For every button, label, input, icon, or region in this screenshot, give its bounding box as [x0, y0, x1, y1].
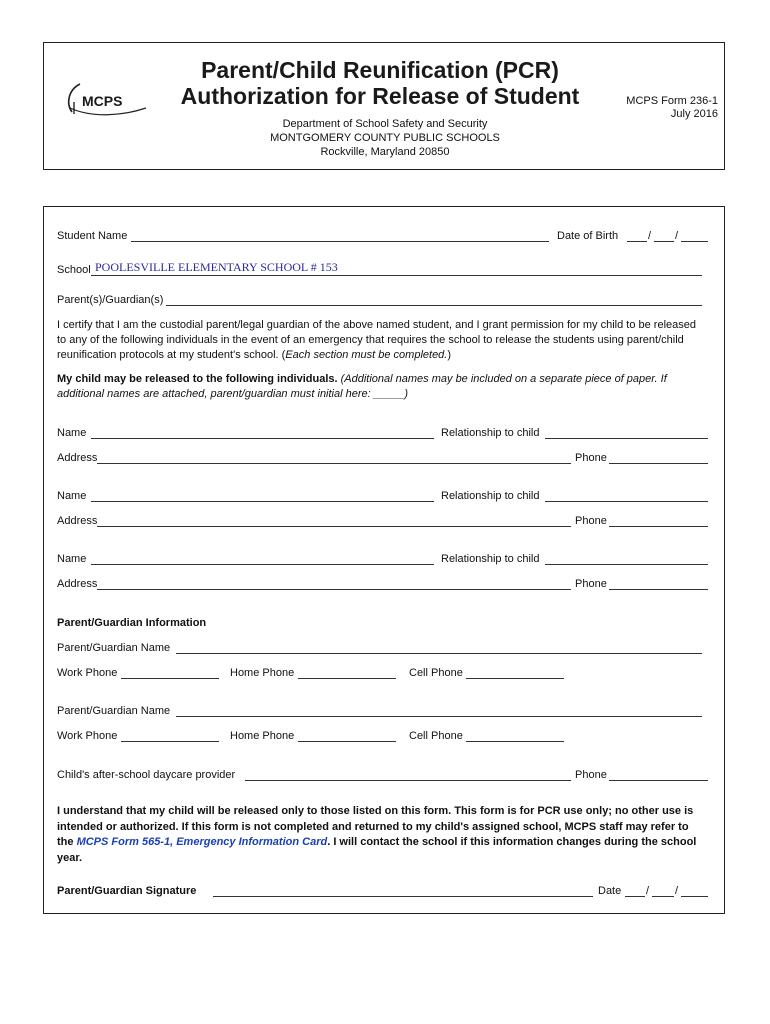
dob-month-field[interactable] [627, 241, 647, 242]
mcps-form-565-link[interactable]: MCPS Form 565-1 [76, 836, 171, 848]
department-name: Department of School Safety and Security [282, 118, 488, 130]
individual-name-label: Name [57, 490, 87, 502]
relationship-field[interactable] [545, 438, 708, 439]
individual-address-label: Address [57, 578, 98, 590]
individual-phone-field[interactable] [609, 463, 708, 464]
home-phone-label: Home Phone [230, 667, 295, 679]
home-phone-label: Home Phone [230, 730, 295, 742]
district-name: MONTGOMERY COUNTY PUBLIC SCHOOLS [270, 132, 500, 144]
signature-field[interactable] [213, 896, 593, 897]
daycare-field[interactable] [245, 780, 571, 781]
form-number: MCPS Form 236-1 [626, 95, 718, 107]
guardian-name-label: Parent/Guardian Name [57, 705, 171, 717]
link-separator: , [170, 836, 177, 848]
release-note: (Additional names may be included on a separate piece of paper. If additional names are attached, parent/guardian must initial here: _____) [57, 373, 667, 400]
signature-date-month[interactable] [625, 896, 645, 897]
individual-name-field[interactable] [91, 438, 434, 439]
individual-phone-field[interactable] [609, 526, 708, 527]
release-heading: My child may be released to the following individuals. [57, 373, 338, 385]
individual-phone-field[interactable] [609, 589, 708, 590]
district-address: Rockville, Maryland 20850 [320, 146, 450, 158]
cell-phone-field[interactable] [466, 678, 564, 679]
relationship-label: Relationship to child [441, 490, 540, 502]
guardian-name-field[interactable] [176, 653, 702, 654]
relationship-field[interactable] [545, 564, 708, 565]
work-phone-field[interactable] [121, 678, 219, 679]
signature-label: Parent/Guardian Signature [57, 885, 197, 897]
certification-statement [57, 318, 697, 363]
signature-date-label: Date [598, 885, 622, 897]
dob-year-field[interactable] [681, 241, 708, 242]
cell-phone-field[interactable] [466, 741, 564, 742]
individual-name-label: Name [57, 553, 87, 565]
form-date: July 2016 [670, 108, 718, 120]
dob-separator: / [675, 230, 679, 242]
acknowledgement-text: I understand that my child will be released only to those listed on this form. This form is for PCR use only; no other use is intended or authorized. If this form is not completed and returned to my child's assigned school, MCPS staff may refer to the [57, 805, 694, 848]
cell-phone-label: Cell Phone [409, 730, 463, 742]
acknowledgement-statement [57, 804, 705, 866]
dob-label: Date of Birth [557, 230, 619, 242]
home-phone-field[interactable] [298, 678, 396, 679]
signature-date-separator: / [675, 885, 679, 897]
individual-phone-label: Phone [575, 452, 607, 464]
certification-note: Each section must be completed. [285, 349, 448, 361]
relationship-label: Relationship to child [441, 427, 540, 439]
daycare-label: Child's after-school daycare provider [57, 769, 236, 781]
individual-address-field[interactable] [97, 526, 571, 527]
individual-phone-label: Phone [575, 578, 607, 590]
signature-date-day[interactable] [652, 896, 674, 897]
guardian-info-heading: Parent/Guardian Information [57, 617, 207, 629]
mcps-logo-icon [62, 78, 152, 122]
signature-date-year[interactable] [681, 896, 708, 897]
work-phone-label: Work Phone [57, 667, 118, 679]
certification-close: ) [447, 349, 452, 361]
signature-date-separator: / [646, 885, 650, 897]
individual-address-field[interactable] [97, 589, 571, 590]
parents-label: Parent(s)/Guardian(s) [57, 294, 164, 306]
dob-separator: / [648, 230, 652, 242]
school-value: POOLESVILLE ELEMENTARY SCHOOL # 153 [95, 260, 338, 274]
guardian-name-field[interactable] [176, 716, 702, 717]
relationship-field[interactable] [545, 501, 708, 502]
svg-text:MCPS: MCPS [82, 93, 123, 109]
dob-day-field[interactable] [654, 241, 674, 242]
guardian-name-label: Parent/Guardian Name [57, 642, 171, 654]
individual-name-field[interactable] [91, 501, 434, 502]
relationship-label: Relationship to child [441, 553, 540, 565]
work-phone-field[interactable] [121, 741, 219, 742]
individual-address-field[interactable] [97, 463, 571, 464]
acknowledgement-text-end: . I will contact the school if this information changes during the school year. [57, 836, 697, 864]
certification-text: I certify that I am the custodial parent/legal guardian of the above named student, and I grant permission for my child to be released to any of the following individuals in the event of an emergency that requires the school to release the students using parent/child reunification protocols at my student's school. ( [57, 319, 696, 361]
form-number-block [626, 95, 718, 121]
form-title-line1: Parent/Child Reunification (PCR) [201, 57, 559, 83]
individual-address-label: Address [57, 452, 98, 464]
school-field[interactable] [91, 275, 702, 276]
daycare-phone-label: Phone [575, 769, 607, 781]
individual-address-label: Address [57, 515, 98, 527]
individual-name-label: Name [57, 427, 87, 439]
cell-phone-label: Cell Phone [409, 667, 463, 679]
work-phone-label: Work Phone [57, 730, 118, 742]
daycare-phone-field[interactable] [609, 780, 708, 781]
individual-name-field[interactable] [91, 564, 434, 565]
form-title-line2: Authorization for Release of Student [180, 83, 580, 109]
student-name-label: Student Name [57, 230, 128, 242]
individual-phone-label: Phone [575, 515, 607, 527]
release-instructions [57, 372, 707, 402]
mcps-logo [62, 78, 152, 122]
home-phone-field[interactable] [298, 741, 396, 742]
school-label: School [57, 264, 91, 276]
student-name-field[interactable] [131, 241, 549, 242]
emergency-card-link[interactable]: Emergency Information Card [176, 836, 328, 848]
parents-field[interactable] [166, 305, 702, 306]
